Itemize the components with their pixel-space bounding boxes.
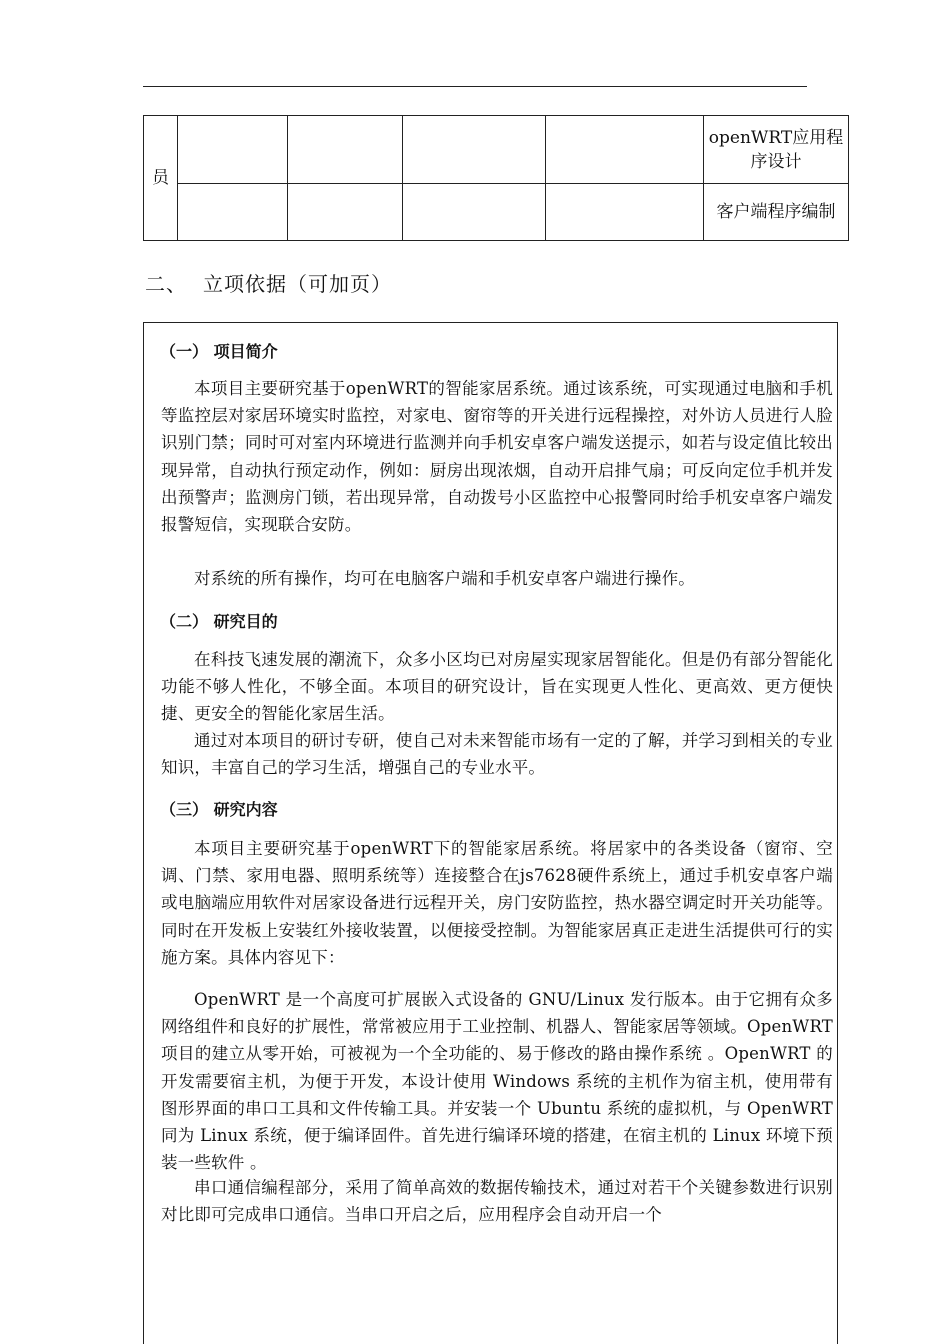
table-row <box>144 184 849 241</box>
table-row <box>144 116 849 184</box>
role-cell: openWRT应用程序设计 <box>704 116 849 184</box>
paragraph: OpenWRT 是一个高度可扩展嵌入式设备的 GNU/Linux 发行版本。由于它拥有众多网络组件和良好的扩展性，常常被应用于工业控制、机器人、智能家居等领域。OpenWRT 项目的建立从零开始，可被视为一个全功能的、易于修改的路由操作系统 。OpenWRT 的开发需要宿主机，为便于开发，本设计使用 Windows 系统的主机作为宿主机，使用带有图形界面的串口工具和文件传输工具。并安装一个 Ubuntu 系统的虚拟机，与 OpenWRT 同为 Linux 系统，便于编译固件。首先进行编译环境的搭建，在宿主机的 Linux 环境下预装一些软件 。 <box>161 990 833 1173</box>
header-rule <box>143 86 807 87</box>
paragraph: 本项目主要研究基于openWRT的智能家居系统。通过该系统，可实现通过电脑和手机等监控层对家居环境实时监控，对家电、窗帘等的开关进行远程操控，对外访人员进行人脸识别门禁；同时可对室内环境进行监测并向手机安卓客户端发送提示，如若与设定值比较出现异常，自动执行预定动作，例如：厨房出现浓烟，自动开启排气扇；可反向定位手机并发出预警声；监测房门锁，若出现异常，自动拨号小区监控中心报警同时给手机安卓客户端发报警短信，实现联合安防。 <box>161 379 833 535</box>
subsection-heading: （三） 研究内容 <box>160 800 278 819</box>
row-label: 员 <box>152 168 169 188</box>
table-cell <box>546 116 704 184</box>
content-box <box>143 322 838 1344</box>
table-cell <box>288 184 403 241</box>
table-cell <box>178 116 288 184</box>
section-title: 立项依据（可加页） <box>203 272 392 296</box>
table-cell <box>403 184 546 241</box>
paragraph: 通过对本项目的研讨专研，使自己对未来智能市场有一定的了解，并学习到相关的专业知识，丰富自己的学习生活，增强自己的专业水平。 <box>161 731 833 778</box>
paragraph: 本项目主要研究基于openWRT下的智能家居系统。将居家中的各类设备（窗帘、空调、门禁、家用电器、照明系统等）连接整合在js7628硬件系统上，通过手机安卓客户端或电脑端应用软件对居家设备进行远程开关，房门安防监控，热水器空调定时开关功能等。同时在开发板上安装红外接收装置，以便接受控制。为智能家居真正走进生活提供可行的实施方案。具体内容见下： <box>161 839 833 967</box>
table-cell <box>403 116 546 184</box>
role-cell: 客户端程序编制 <box>704 184 849 241</box>
subsection-heading: （二） 研究目的 <box>160 612 278 631</box>
paragraph: 对系统的所有操作，均可在电脑客户端和手机安卓客户端进行操作。 <box>194 569 695 588</box>
row-label-cell <box>144 116 178 241</box>
table-cell <box>546 184 704 241</box>
section-heading <box>145 268 392 297</box>
table-cell <box>288 116 403 184</box>
members-table <box>143 115 849 241</box>
table-cell <box>178 184 288 241</box>
paragraph: 串口通信编程部分，采用了简单高效的数据传输技术，通过对若干个关键参数进行识别对比即可完成串口通信。当串口开启之后，应用程序会自动开启一个 <box>161 1178 833 1225</box>
subsection-heading: （一） 项目简介 <box>160 342 278 361</box>
section-number: 二、 <box>145 272 187 296</box>
paragraph: 在科技飞速发展的潮流下，众多小区均已对房屋实现家居智能化。但是仍有部分智能化功能不够人性化，不够全面。本项目的研究设计，旨在实现更人性化、更高效、更方便快捷、更安全的智能化家居生活。 <box>161 650 833 724</box>
